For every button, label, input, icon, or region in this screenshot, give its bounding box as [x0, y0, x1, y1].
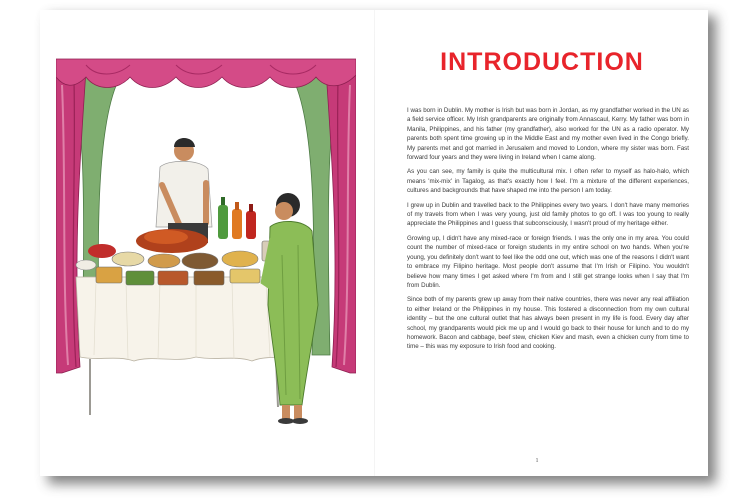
chapter-title: INTRODUCTION [440, 48, 644, 76]
soda-bottles [218, 197, 256, 239]
curtain-pink-right [326, 69, 356, 373]
paragraph: I grew up in Dublin and travelled back to the Philippines every two years. I don't have many memories of my travels from when I was very young, just old family photos to go off. I was too young to really appreciate the Philippines and I guess that subconsciously, I wasn't proud of my heritage either. [407, 201, 689, 228]
body-text [407, 106, 689, 357]
woman-figure [266, 193, 318, 424]
right-page [376, 10, 708, 476]
book-gutter [374, 10, 375, 476]
left-page [40, 10, 374, 476]
book-spread [40, 10, 708, 476]
page-number: 1 [535, 458, 539, 464]
paragraph: Growing up, I didn't have any mixed-race or foreign friends. I was the only one in my area. You could count the number of mixed-race or foreign students in my entire school on two hands. When you're young, you definitely don't want to feel like the odd one out, which was one of the reasons I didn't want to embrace my Filipino heritage. Most people don't assume that I'm Irish or Filipino. You wouldn't believe how many times I get asked where I'm from and I still get strange looks when I say that I'm from Dublin. [407, 234, 689, 289]
paragraph: As you can see, my family is quite the multicultural mix. I often refer to myself as halo-halo, which means 'mix-mix' in Tagalog, as that's exactly how I feel. I'm a mixture of the different experiences, cultures and backgrounds that have shaped me into the person I am today. [407, 168, 689, 195]
feast-illustration [56, 55, 356, 430]
paragraph: Since both of my parents grew up away from their native countries, there was never any real affiliation to either Ireland or the Philippines in my house. This fostered a disconnection from my own cultural identity – but the one cultural outlet that has always been present in my life is food. Every day after school, my grandparents would pick me up and I would go back to their house for lunch and to do my homework. Bacon and cabbage, beef stew, chicken Kiev and mash, even a chicken curry from time to time – this was my exposure to Irish food and cooking. [407, 296, 689, 351]
paragraph: I was born in Dublin. My mother is Irish but was born in Jordan, as my grandfather worked in the UN as a field service officer. My Irish grandparents are originally from Annascaul, Kerry. My father was born in Manila, Philippines, and his father (my grandfather), also worked for the UN as a radio operator. My parents both spent time growing up in the Middle East and my mother even lived in the Congo briefly. My parents met and got married in Jerusalem and moved to London, where my sister was born. Fast forward four years and they were living in Ireland when I came along. [407, 107, 689, 162]
man-figure [156, 138, 212, 243]
food-platters [76, 229, 290, 285]
